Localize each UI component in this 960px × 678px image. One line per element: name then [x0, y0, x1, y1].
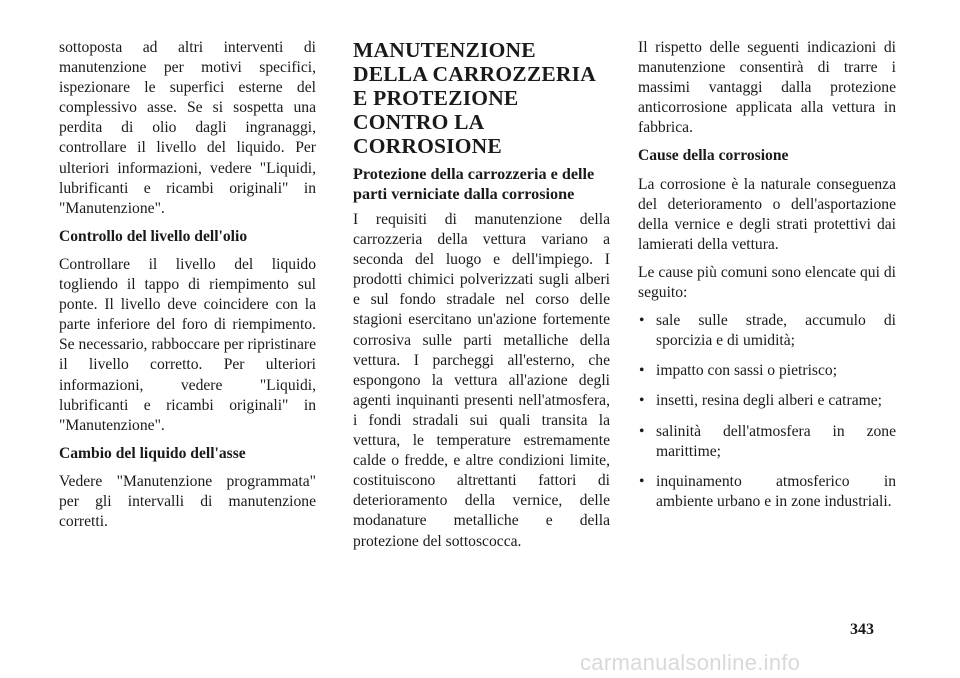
list-item: • inquinamento atmosferico in ambiente urbano e in zone industriali. [638, 472, 896, 512]
corrosion-causes-list [638, 311, 896, 512]
list-item: • sale sulle strade, accumulo di sporcizia e di umidità; [638, 311, 896, 351]
heading-oil-level-check: Controllo del livello dell'olio [59, 227, 248, 245]
right-column [638, 38, 896, 522]
page-number: 343 [850, 621, 874, 638]
watermark: carmanualsonline.info [580, 650, 801, 675]
list-item: • insetti, resina degli alberi e catrame; [638, 391, 896, 411]
list-item: • impatto con sassi o pietrisco; [638, 361, 896, 381]
list-item: • salinità dell'atmosfera in zone marittime; [638, 422, 896, 462]
left-column [59, 38, 316, 540]
paragraph-maintenance-advice: Il rispetto delle seguenti indicazioni di manutenzione consentirà di trarre i massimi vantaggi dalla protezione anticorrosione applicata alla vettura in fabbrica. [638, 39, 896, 137]
paragraph-body-protection: I requisiti di manutenzione della carrozzeria della vettura variano a seconda del luogo e dell'impiego. I prodotti chimici polverizzati sugli alberi e sul fondo stradale nel corso delle stagioni esercitano un'azione fortemente corrosiva sulle parti metalliche della vettura. I parcheggi all'esterno, che espongono la vettura all'azione degli agenti inquinanti presenti nell'atmosfera, i fondi stradali sui quali transita la vettura, le temperature estremamente calde o fredde, e altre condizioni limite, costituiscono altrettanti fattori di deterioramento della vernice, delle modanature metalliche e della protezione del sottoscocca. [353, 211, 610, 550]
paragraph-axle-fluid-change: Vedere "Manutenzione programmata" per gli intervalli di manutenzione corretti. [59, 472, 316, 531]
paragraph-oil-level-check: Controllare il livello del liquido togliendo il tappo di riempimento sul ponte. Il livello deve coincidere con la parte inferiore del foro di riempimento. Se necessario, rabboccare per ripristinare il livello corretto. Per ulteriori informazioni, vedere "Liquidi, lubrificanti e ricambi originali" in "Manutenzione". [59, 255, 316, 434]
middle-column [353, 38, 610, 560]
paragraph-axle-inspection: sottoposta ad altri interventi di manutenzione per motivi specifici, ispezionare le superfici esterne del complessivo asse. Se si sospetta una perdita di olio dagli ingranaggi, controllare il livello del liquido. Per ulteriori informazioni, vedere "Liquidi, lubrificanti e ricambi originali" in "Manutenzione". [59, 39, 316, 217]
heading-axle-fluid-change: Cambio del liquido dell'asse [59, 444, 246, 462]
section-title: MANUTENZIONE DELLA CARROZZERIA E PROTEZIONE CONTRO LA CORROSIONE [353, 38, 595, 158]
section-subtitle: Protezione della carrozzeria e delle parti verniciate dalla corrosione [353, 165, 595, 203]
paragraph-causes-intro: Le cause più comuni sono elencate qui di seguito: [638, 263, 896, 302]
heading-corrosion-causes: Cause della corrosione [638, 147, 789, 165]
paragraph-corrosion-definition: La corrosione è la naturale conseguenza del deterioramento o dell'asportazione della vernice e degli strati protettivi dai lamierati della vettura. [638, 175, 896, 253]
